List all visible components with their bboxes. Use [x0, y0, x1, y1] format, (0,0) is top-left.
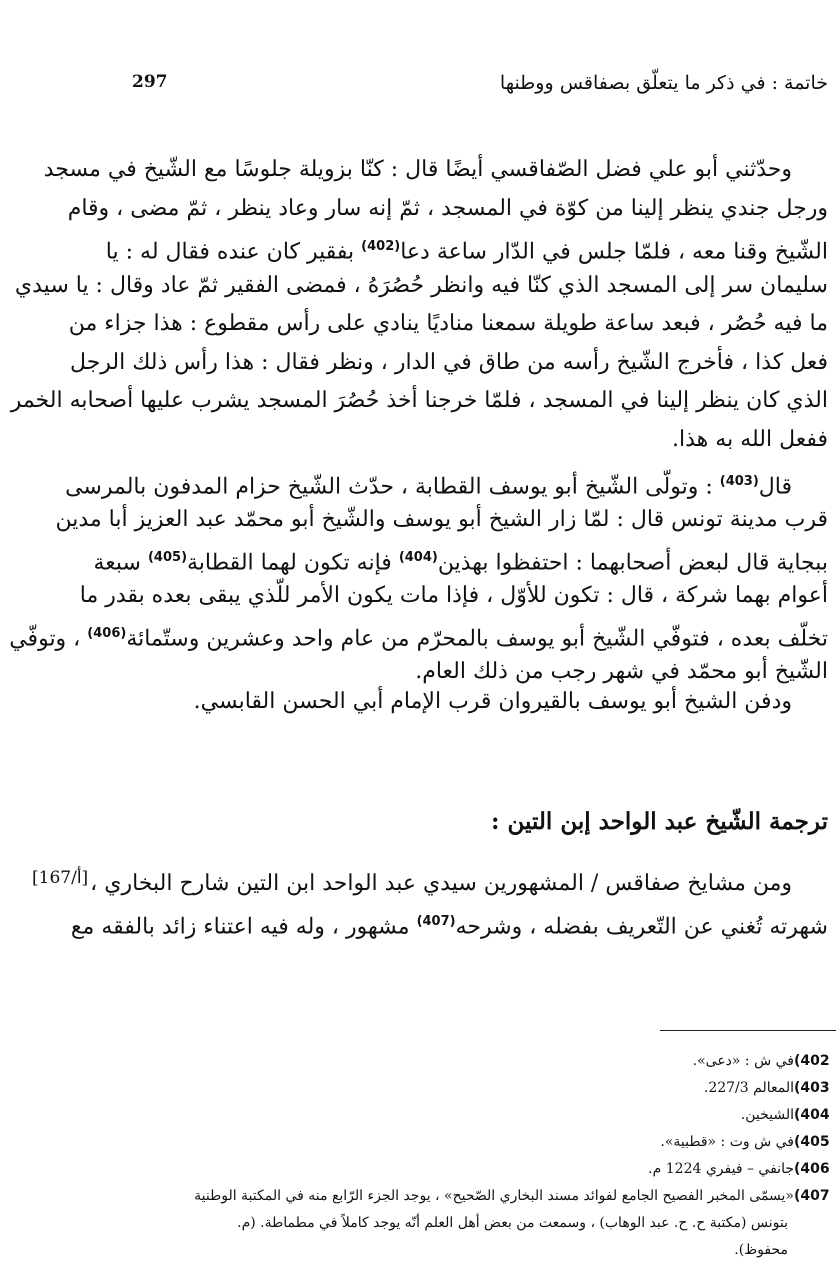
footnote-marker: (404): [398, 550, 438, 565]
running-header: خاتمة : في ذكر ما يتعلّق بصفاقس ووطنها: [499, 72, 828, 94]
footnote-number: (402: [794, 1053, 830, 1069]
footnote-marker: (407): [416, 914, 456, 929]
paragraph-1-line: ورجل جندي ينظر إلينا من كوّة في المسجد ، ثمّ إنه سار وعاد ينظر ، ثمّ مضى ، وقام: [67, 195, 828, 221]
paragraph-1-line: ما فيه حُصُر ، فبعد ساعة طويلة سمعنا مناديًا ينادي على رأس مقطوع : هذا جزاء من: [68, 311, 828, 336]
paragraph-2-line: أعوام بهما شركة ، قال : تكون للأوّل ، فإذا مات يكون الأمر للّذي يبقى بعده بقدر ما: [79, 583, 828, 608]
footnote-number: (406: [794, 1161, 830, 1177]
paragraph-1-line: الشّيخ وقنا معه ، فلمّا جلس في الدّار ساعة دعا$^{(402)}$ بفقير كان عنده فقال له : يا: [105, 239, 828, 265]
footnote: [693, 1048, 828, 1074]
paragraph-1-line: سليمان سر إلى المسجد الذي كنّا فيه وانظر حُصُرَهُ ، فمضى الفقير ثمّ عاد وقال : يا سيدي: [14, 272, 828, 298]
paragraph-2-line: الشّيخ أبو محمّد في شهر رجب من ذلك العام.: [415, 659, 828, 684]
footnote: [648, 1156, 828, 1182]
footnote-number: (403: [794, 1080, 830, 1096]
footnote-text: في ش : «دعى».: [692, 1053, 794, 1069]
footnote-text: «يسمّى المخبر الفصيح الجامع لفوائد مسند البخاري الصّحيح» ، يوجد الجزء الرّابع منه في المكتبة الوطنية: [194, 1188, 794, 1204]
footnote-marker: (402): [361, 239, 401, 254]
footnote-number: (407: [794, 1188, 830, 1204]
footnote-text: المعالم 227/3.: [703, 1080, 794, 1096]
footnote-marker: (403): [719, 474, 759, 489]
paragraph-1-line: الذي كان ينظر إلينا في المسجد ، فلمّا خرجنا أخذ حُصُرَ المسجد يشرب عليها أصحابه الخمر: [10, 388, 828, 413]
footnote-continuation: محفوظ).: [734, 1242, 788, 1258]
paragraph-2-line: ببجاية قال لبعض أصحابهما : احتفظوا بهذين$^{(404)}$ فإنه تكون لهما القطابة$^{(405)}$ سبعة: [93, 550, 828, 576]
section-body-line: شهرته تُغني عن التّعريف بفضله ، وشرحه$^{(407)}$ مشهور ، وله فيه اعتناء زائد بالفقه مع: [70, 914, 828, 940]
paragraph-2-line: قرب مدينة تونس قال : لمّا زار الشيخ أبو يوسف والشّيخ أبو محمّد عبد العزيز أبا مدين: [55, 507, 828, 532]
footnote-text: في ش وت : «قطبية».: [660, 1134, 794, 1150]
footnote: [194, 1183, 828, 1209]
footnote: [741, 1102, 828, 1128]
footnote-separator: [660, 1030, 836, 1031]
paragraph-1-line: وحدّثني أبو علي فضل الصّفاقسي أيضًا قال : كنّا بزويلة جلوسًا مع الشّيخ في مسجد: [43, 157, 792, 182]
paragraph-1-line: فعل كذا ، فأخرج الشّيخ رأسه من طاق في الدار ، ونظر فقال : هذا رأس ذلك الرجل: [70, 349, 828, 375]
footnote-number: (404: [794, 1107, 830, 1123]
footnote: [660, 1129, 828, 1155]
footnote-text: جانفي – فيفري 1224 م.: [648, 1161, 794, 1177]
page-number: 297: [132, 72, 168, 92]
footnote-marker: (406): [87, 626, 127, 641]
paragraph-1-line: ففعل الله به هذا.: [672, 426, 828, 452]
section-heading: ترجمة الشّيخ عبد الواحد إبن التين :: [491, 808, 828, 835]
section-body-line: ومن مشايخ صفاقس / المشهورين سيدي عبد الواحد ابن التين شارح البخاري ،: [90, 871, 792, 896]
footnote-text: الشيخين.: [740, 1107, 794, 1123]
paragraph-2-line: قال$^{(403)}$ : وتولّى الشّيخ أبو يوسف القطابة ، حدّث الشّيخ حزام المدفون بالمرسى: [65, 474, 792, 500]
footnote-continuation: بتونس (مكتبة ح. ح. عبد الوهاب) ، وسمعت من بعض أهل العلم أنّه يوجد كاملاً في مطماطة. (م.: [237, 1215, 788, 1231]
paragraph-2-line: تخلّف بعده ، فتوفّي الشّيخ أبو يوسف بالمحرّم من عام واحد وعشرين وستّمائة$^{(406)}$ ، وتوفّي: [9, 626, 828, 652]
footnote-marker: (405): [147, 550, 188, 565]
paragraph-3: ودفن الشيخ أبو يوسف بالقيروان قرب الإمام أبي الحسن القابسي.: [193, 689, 792, 714]
footnote: [704, 1075, 828, 1101]
margin-folio-reference: [167/أ]: [32, 868, 89, 888]
footnote-number: (405: [794, 1134, 830, 1150]
